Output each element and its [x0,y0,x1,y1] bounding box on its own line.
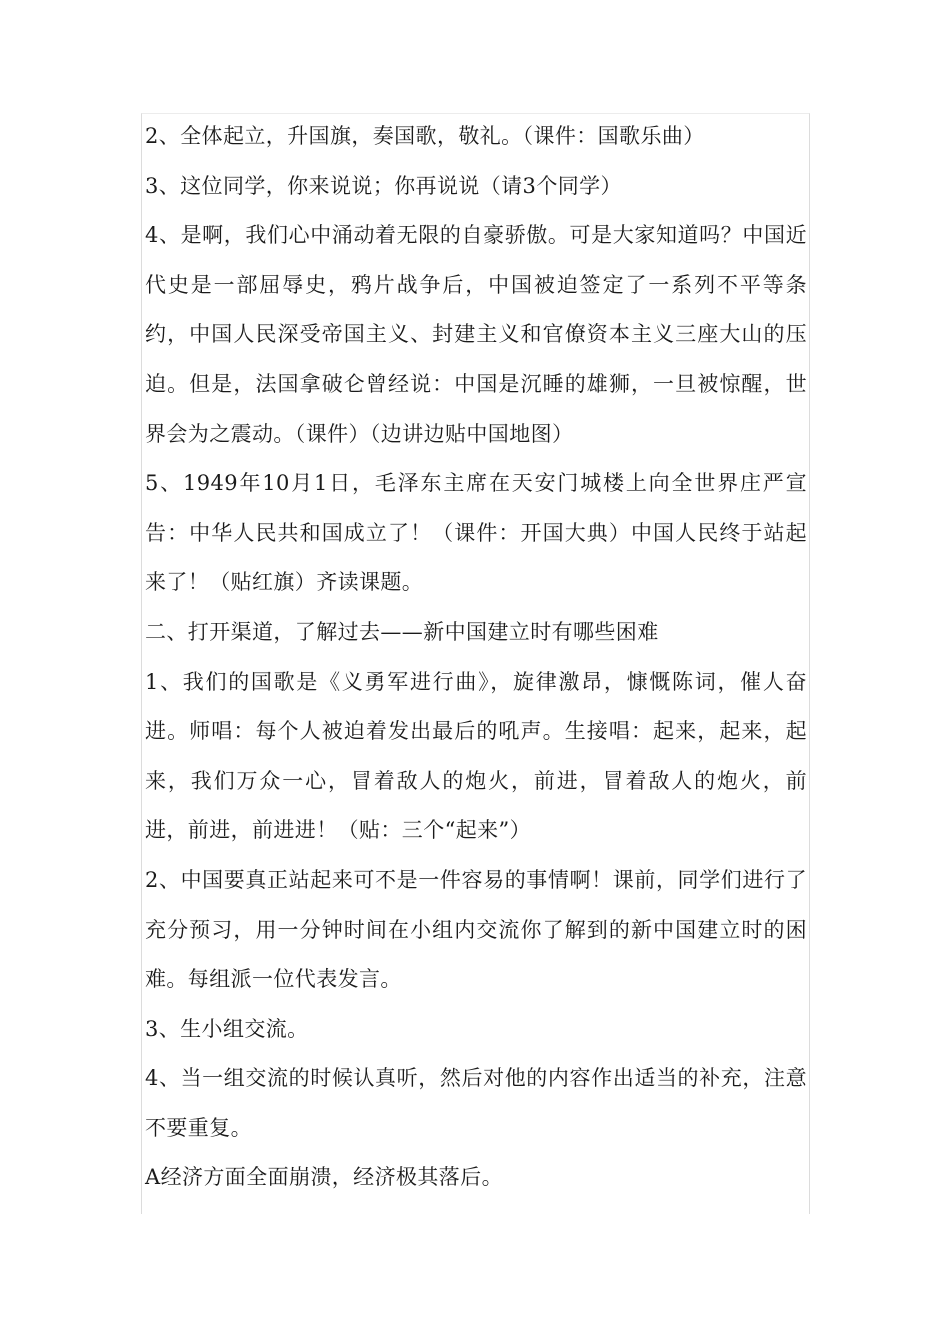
paragraph-national-anthem: 1、我们的国歌是《义勇军进行曲》，旋律激昂，慷慨陈词，催人奋进。师唱：每个人被迫着发出最后的吼声。生接唱：起来，起来，起来，我们万众一心，冒着敌人的炮火，前进，冒着敌人的炮火，前进，前进，前进进！（贴：三个“起来”） [145,669,807,843]
paragraph-group-exchange: 3、生小组交流。 [145,1016,309,1041]
paragraph-modern-history: 4、是啊，我们心中涌动着无限的自豪骄傲。可是大家知道吗？中国近代史是一部屈辱史，鸦片战争后，中国被迫签定了一系列不平等条约，中国人民深受帝国主义、封建主义和官僚资本主义三座大山的压迫。但是，法国拿破仑曾经说：中国是沉睡的雄狮，一旦被惊醒，世界会为之震动。（课件）（边讲边贴中国地图） [145,223,807,446]
paragraph-listen-supplement: 4、当一组交流的时候认真听，然后对他的内容作出适当的补充，注意不要重复。 [145,1066,807,1140]
paragraph-stand-up-anthem: 2、全体起立，升国旗，奏国歌，敬礼。（课件：国歌乐曲） [145,124,705,148]
paragraph-group-discussion: 2、中国要真正站起来可不是一件容易的事情啊！课前，同学们进行了充分预习，用一分钟时间在小组内交流你了解到的新中国建立时的困难。每组派一位代表发言。 [145,867,807,992]
section-heading: 二、打开渠道，了解过去——新中国建立时有哪些困难 [145,619,659,644]
paragraph-founding-ceremony: 5、1949年10月1日，毛泽东主席在天安门城楼上向全世界庄严宣告：中华人民共和国成立了！（课件：开国大典）中国人民终于站起来了！（贴红旗）齐读课题。 [145,471,807,595]
document-body [145,112,807,1203]
paragraph-student-share: 3、这位同学，你来说说；你再说说（请3个同学） [145,173,622,198]
paragraph-economy: A经济方面全面崩溃，经济极其落后。 [145,1165,503,1190]
